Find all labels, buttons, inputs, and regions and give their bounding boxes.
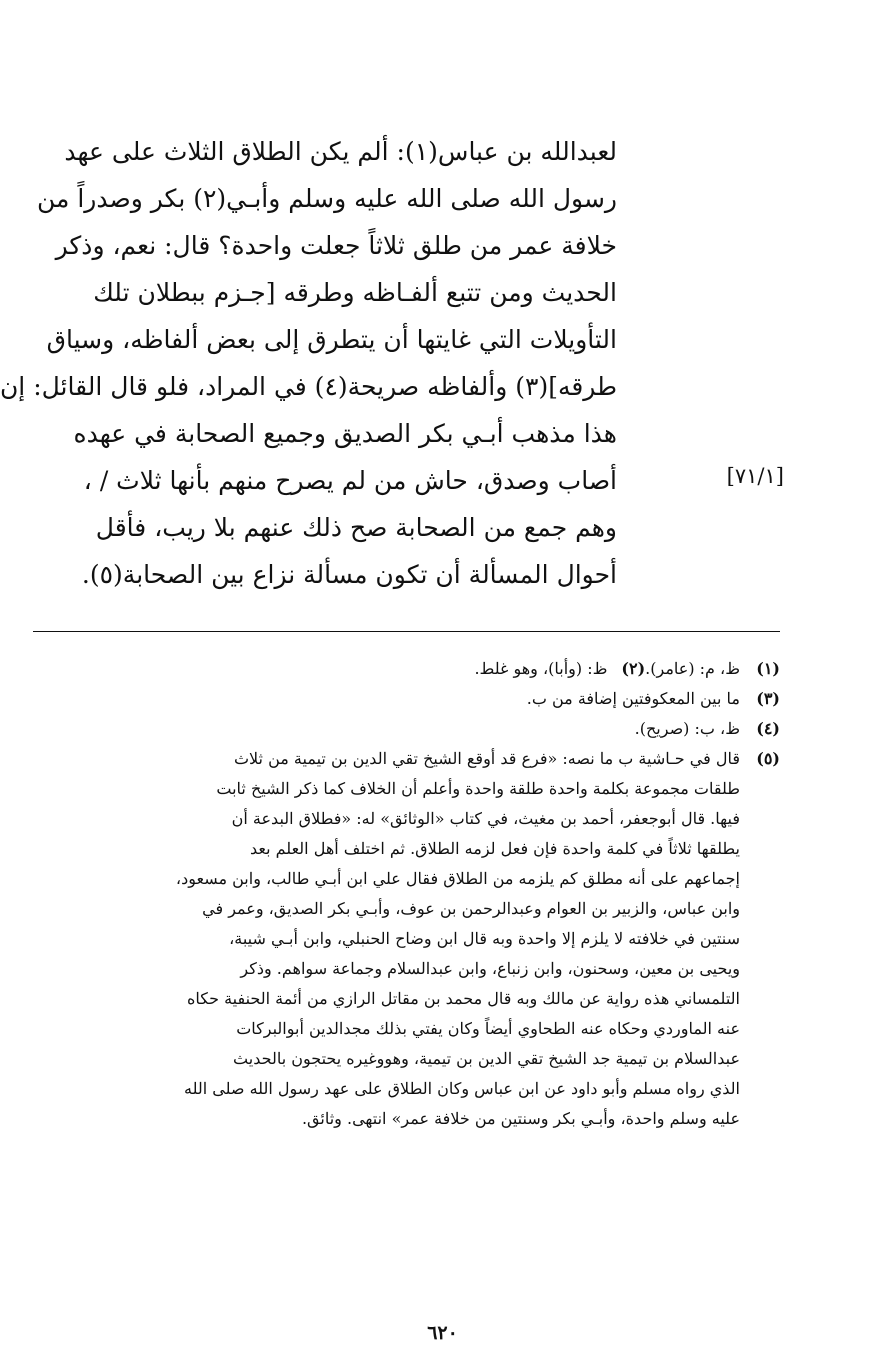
footnote-number: (٤) [756, 719, 780, 738]
footnotes [38, 654, 780, 1134]
footnote-line: عنه الماوردي وحكاه عنه الطحاوي أيضاً وكان يفتي بذلك مجدالدين أبوالبركات [236, 1019, 740, 1038]
footnote-number: (٥) [756, 749, 780, 768]
footnote-line: عبدالسلام بن تيمية جد الشيخ تقي الدين بن تيمية، وهووغيره يحتجون بالحديث [233, 1049, 740, 1068]
footnote-inline [474, 654, 645, 684]
main-text-line: وهم جمع من الصحابة صح ذلك عنهم بلا ريب، فأقل [95, 513, 617, 542]
footnote-text: ظ: (وأبا)، وهو غلط. [474, 659, 608, 678]
footnote-divider [33, 631, 780, 632]
footnote-line: فيها. قال أبوجعفر، أحمد بن مغيث، في كتاب «الوثائق» له: «فطلاق البدعة أن [231, 809, 740, 828]
footnote-number: (١) [756, 659, 780, 678]
main-text-line: التأويلات التي غايتها أن يتطرق إلى بعض ألفاظه، وسياق [46, 325, 617, 354]
main-text-line: أحوال المسألة أن تكون مسألة نزاع بين الصحابة(٥). [81, 560, 617, 589]
footnote-5 [38, 744, 780, 1134]
main-text-line: أصاب وصدق، حاش من لم يصرح منهم بأنها ثلاث / ، [83, 466, 617, 495]
main-text-line: هذا مذهب أبـي بكر الصديق وجميع الصحابة في عهده [73, 419, 617, 448]
footnote-line: التلمساني هذه رواية عن مالك وبه قال محمد بن مقاتل الرازي من أئمة الحنفية حكاه [187, 989, 740, 1008]
margin-reference: [٧١/١] [726, 464, 784, 488]
footnote-line: عليه وسلم واحدة، وأبـي بكر وسنتين من خلافة عمر» انتهى. وثائق. [301, 1109, 740, 1128]
footnote-row-1-2 [38, 654, 780, 684]
main-text-line: خلافة عمر من طلق ثلاثاً جعلت واحدة؟ قال: نعم، وذكر [55, 231, 617, 260]
main-text-line: الحديث ومن تتبع ألفـاظه وطرقه [جـزم ببطلان تلك [93, 278, 617, 307]
footnote-4 [38, 714, 780, 744]
main-text-line: طرقه](٣) وألفاظه صريحة(٤) في المراد، فلو قال القائل: إن [0, 372, 617, 401]
footnote-text: ظ، م: (عامر). [645, 659, 740, 678]
footnote-line: وابن عباس، والزبير بن العوام وعبدالرحمن بن عوف، وأبـي بكر الصديق، وعمر في [202, 899, 740, 918]
main-text-line: لعبدالله بن عباس(١): ألم يكن الطلاق الثلاث على عهد [64, 137, 617, 166]
footnote-3 [38, 684, 780, 714]
footnote-text: ما بين المعكوفتين إضافة من ب. [526, 689, 740, 708]
footnote-text [38, 744, 740, 1134]
footnote-line: قال في حـاشية ب ما نصه: «فرع قد أوقع الشيخ تقي الدين بن تيمية من ثلاث [233, 749, 740, 768]
footnote-line: سنتين في خلافته لا يلزم إلا واحدة وبه قال ابن وضاح الحنبلي، وابن أبـي شيبة، [229, 929, 740, 948]
footnote-number: (٣) [756, 689, 780, 708]
footnote-line: الذي رواه مسلم وأبو داود عن ابن عباس وكان الطلاق على عهد رسول الله صلى الله [183, 1079, 740, 1098]
footnote-text: ظ، ب: (صريح). [634, 719, 740, 738]
footnote-line: يطلقها ثلاثاً في كلمة واحدة فإن فعل لزمه الطلاق. ثم اختلف أهل العلم بعد [249, 839, 740, 858]
footnote-line: طلقات مجموعة بكلمة واحدة طلقة واحدة وأعلم أن الخلاف كما ذكر الشيخ ثابت [216, 779, 740, 798]
page-number: ٦٢٠ [427, 1322, 458, 1344]
footnote-line: إجماعهم على أنه مطلق كم يلزمه من الطلاق فقال علي ابن أبـي طالب، وابن مسعود، [175, 869, 740, 888]
main-text-block [0, 128, 617, 598]
footnote-number: (٢) [621, 659, 646, 678]
main-text-line: رسول الله صلى الله عليه وسلم وأبـي(٢) بكر وصدراً من [36, 184, 617, 213]
footnote-line: ويحيى بن معين، وسحنون، وابن زنباع، وابن عبدالسلام وجماعة سواهم. وذكر [240, 959, 740, 978]
